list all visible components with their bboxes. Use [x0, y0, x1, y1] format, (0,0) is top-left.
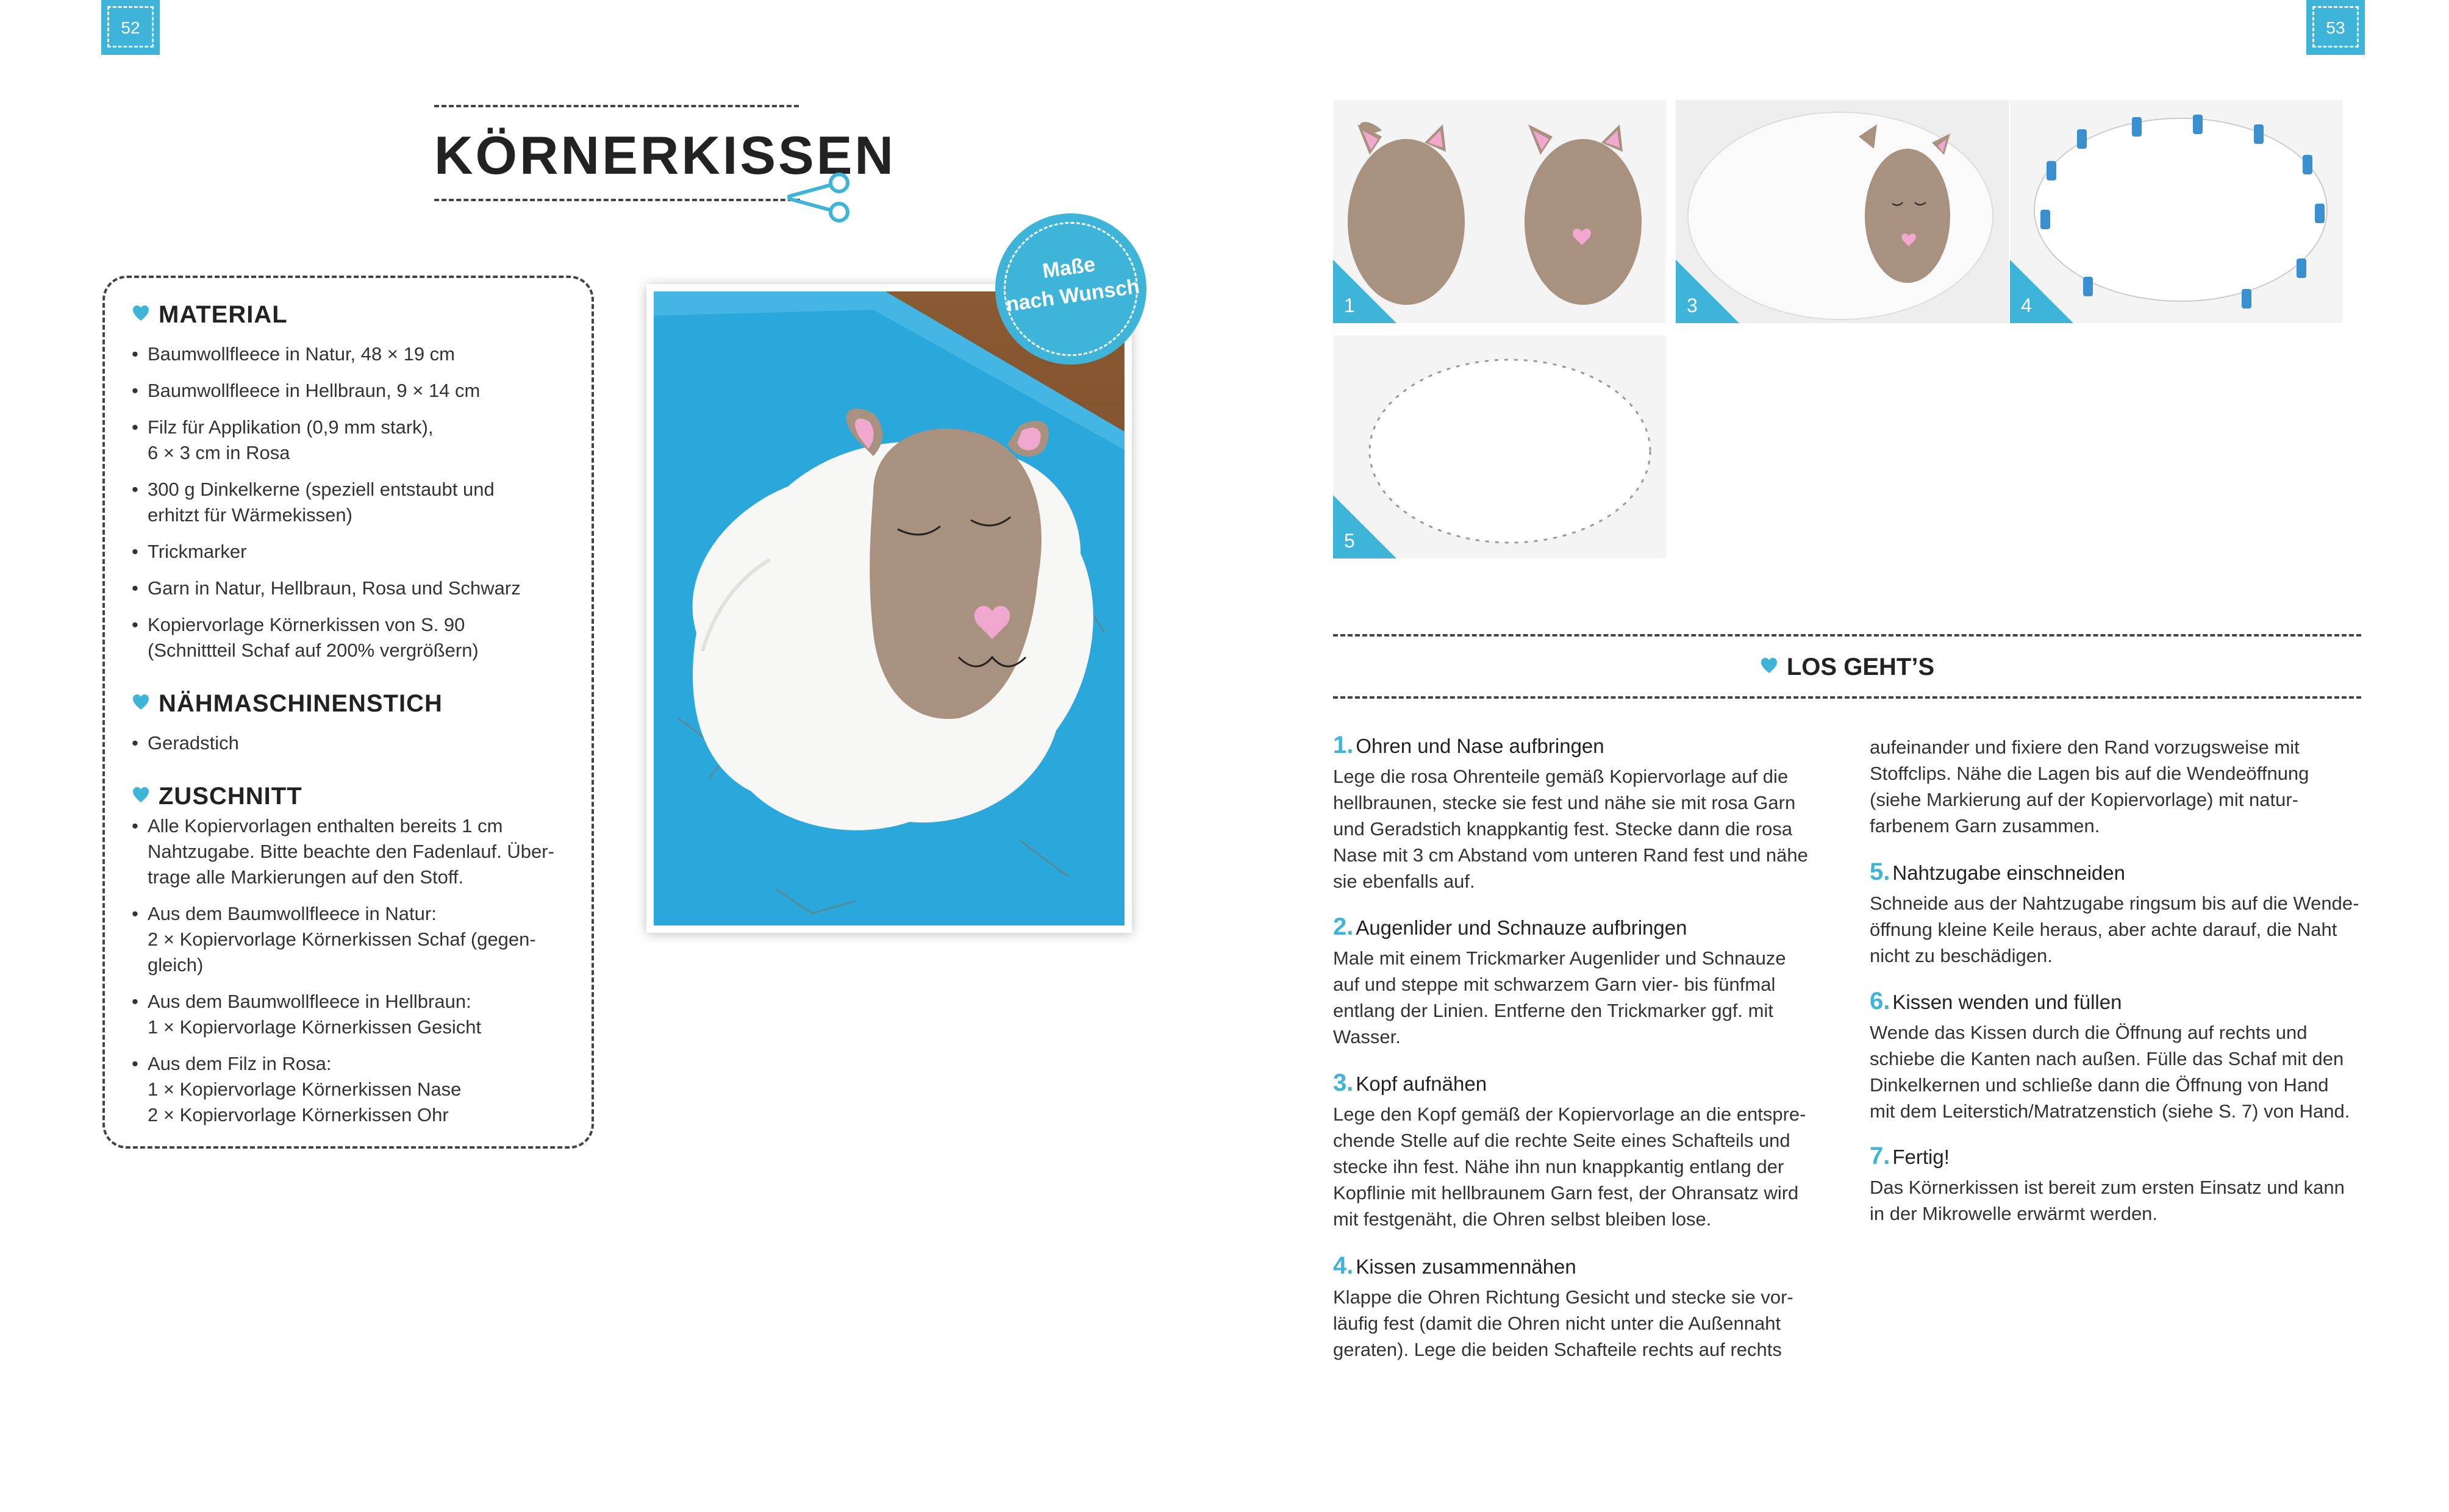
step-number: 5.	[1870, 858, 1890, 885]
scissors-icon	[787, 172, 855, 223]
heart-icon	[132, 304, 150, 323]
material-list	[132, 341, 571, 674]
step-2-heading	[1333, 913, 1687, 941]
step-number: 7.	[1870, 1143, 1890, 1169]
badge-line2: nach Wunsch	[1004, 274, 1141, 316]
cutting-list	[132, 813, 571, 1139]
step-3-heading	[1333, 1069, 1487, 1097]
instructions-rule-top	[1333, 634, 2361, 637]
step-title: Nahtzugabe einschneiden	[1892, 861, 2125, 884]
step-image-5	[1333, 335, 1666, 558]
step-7-heading	[1870, 1143, 1950, 1170]
material-heading-text: MATERIAL	[159, 301, 288, 328]
step-1-heading	[1333, 732, 1604, 759]
step-image-3-label: 3	[1687, 294, 1698, 316]
badge-line1: Maße	[1041, 252, 1097, 284]
title-rule-top	[434, 105, 799, 107]
step-title: Kissen wenden und füllen	[1892, 991, 2122, 1013]
list-item: • Trickmarker	[132, 539, 571, 565]
step-1-text: Lege die rosa Ohrenteile gemäß Kopiervorlage auf die hellbraunen, stecke sie fest und nähe sie mit rosa Garn und Geradstich knappkantig fest. Stecke dann die rosa Nase mit 3 cm Abstand vom unteren Rand fest und nähe sie ebenfalls auf.	[1333, 766, 1808, 892]
step-7-text: Das Körnerkissen ist bereit zum ersten Einsatz und kann in der Mikrowelle erwärmt werden.	[1870, 1177, 2345, 1224]
list-item: • Baumwollfleece in Hellbraun, 9 × 14 cm	[132, 378, 571, 404]
step-image-5-label: 5	[1344, 530, 1355, 552]
step-4-heading	[1333, 1252, 1576, 1280]
list-item: • Filz für Applikation (0,9 mm stark), 6 × 3 cm in Rosa	[132, 415, 571, 466]
step-image-3	[1676, 100, 2009, 323]
list-item: • Garn in Natur, Hellbraun, Rosa und Schwarz	[132, 576, 571, 601]
step-image-4-label: 4	[2021, 294, 2032, 316]
list-item: • Aus dem Baumwollfleece in Natur: 2 × Kopiervorlage Körnerkissen Schaf (gegen- gleich)	[132, 901, 571, 978]
step-number: 3.	[1333, 1069, 1354, 1096]
list-item: • Baumwollfleece in Natur, 48 × 19 cm	[132, 341, 571, 367]
list-item: • Aus dem Filz in Rosa: 1 × Kopiervorlage Körnerkissen Nase 2 × Kopiervorlage Körnerkissen Ohr	[132, 1051, 571, 1128]
page-number-right	[2306, 0, 2365, 55]
list-item: • Aus dem Baumwollfleece in Hellbraun: 1 × Kopiervorlage Körnerkissen Gesicht	[132, 989, 571, 1040]
page-number-left-text: 52	[121, 18, 140, 37]
instructions-heading-text: LOS GEHT’S	[1786, 654, 1935, 680]
step-title: Ohren und Nase aufbringen	[1356, 735, 1604, 757]
list-item: • 300 g Dinkelkerne (speziell entstaubt und erhitzt für Wärmekissen)	[132, 477, 571, 528]
custom-size-badge	[995, 213, 1146, 365]
step-image-1-label: 1	[1344, 294, 1355, 316]
stitch-list	[132, 730, 571, 767]
stitch-heading	[132, 690, 443, 718]
sheep-cushion-photo	[654, 291, 1124, 925]
step-image-1	[1333, 100, 1666, 323]
page-title: KÖRNERKISSEN	[434, 125, 896, 185]
step-3-text: Lege den Kopf gemäß der Kopiervorlage an die entspre- chende Stelle auf die rechte Seite eines Schafteils und stecke ihn fest. Nähe ihn nun knappkantig entlang der Kopflinie mit hellbraunem Garn fest, der Ohransatz wird mit festgenäht, die Ohren selbst bleiben lose.	[1333, 1104, 1806, 1230]
step-6-text: Wende das Kissen durch die Öffnung auf rechts und schiebe die Kanten nach außen. Fülle das Schaf mit den Dinkelkernen und schließe dann die Öffnung von Hand mit dem Leiterstich/Matratzenstich (siehe S. 7) von Hand.	[1870, 1022, 2350, 1122]
material-heading	[132, 301, 288, 329]
step-title: Augenlider und Schnauze aufbringen	[1356, 916, 1687, 939]
title-rule-bottom	[434, 199, 800, 201]
step-5-text: Schneide aus der Nahtzugabe ringsum bis auf die Wende- öffnung kleine Keile heraus, aber achte darauf, die Naht nicht zu beschädigen.	[1870, 893, 2359, 966]
step-number: 2.	[1333, 913, 1354, 940]
step-4-text: Klappe die Ohren Richtung Gesicht und stecke sie vor- läufig fest (damit die Ohren nicht unter die Außennaht geraten). Lege die beiden Schafteile rechts auf rechts	[1333, 1286, 1793, 1360]
step-number: 4.	[1333, 1252, 1354, 1279]
sheep-cushion-photo-frame	[646, 284, 1132, 933]
step-5-heading	[1870, 858, 2125, 886]
list-item: • Alle Kopiervorlagen enthalten bereits 1 cm Nahtzugabe. Bitte beachte den Fadenlauf. Über- trage alle Markierungen auf den Stoff.	[132, 813, 571, 890]
cutting-heading-text: ZUSCHNITT	[159, 783, 302, 810]
list-item: • Kopiervorlage Körnerkissen von S. 90 (Schnittteil Schaf auf 200% vergrößern)	[132, 612, 571, 663]
stitch-heading-text: NÄHMASCHINENSTICH	[159, 690, 443, 717]
step-image-4	[2010, 100, 2343, 323]
step-number: 6.	[1870, 988, 1890, 1015]
list-item: • Geradstich	[132, 730, 571, 756]
instructions-heading	[1333, 654, 2361, 681]
heart-icon	[132, 786, 150, 804]
heart-icon	[132, 693, 150, 711]
step-title: Fertig!	[1892, 1146, 1950, 1168]
cutting-heading	[132, 783, 302, 810]
step-4-text-continued: aufeinander und fixiere den Rand vorzugsweise mit Stoffclips. Nähe die Lagen bis auf die Wendeöffnung (siehe Markierung auf der Kopiervorlage) mit natur- farbenem Garn zusammen.	[1870, 736, 2309, 836]
step-title: Kissen zusammennähen	[1356, 1255, 1576, 1278]
step-title: Kopf aufnähen	[1356, 1072, 1487, 1095]
heart-icon	[1760, 657, 1778, 675]
step-6-heading	[1870, 988, 2122, 1015]
step-number: 1.	[1333, 732, 1354, 758]
instructions-rule-bottom	[1333, 696, 2361, 699]
page-number-left	[101, 0, 160, 55]
page-number-right-text: 53	[2326, 18, 2345, 37]
step-2-text: Male mit einem Trickmarker Augenlider und Schnauze auf und steppe mit schwarzem Garn vier- bis fünfmal entlang der Linien. Entferne den Trickmarker ggf. mit Wasser.	[1333, 947, 1786, 1047]
